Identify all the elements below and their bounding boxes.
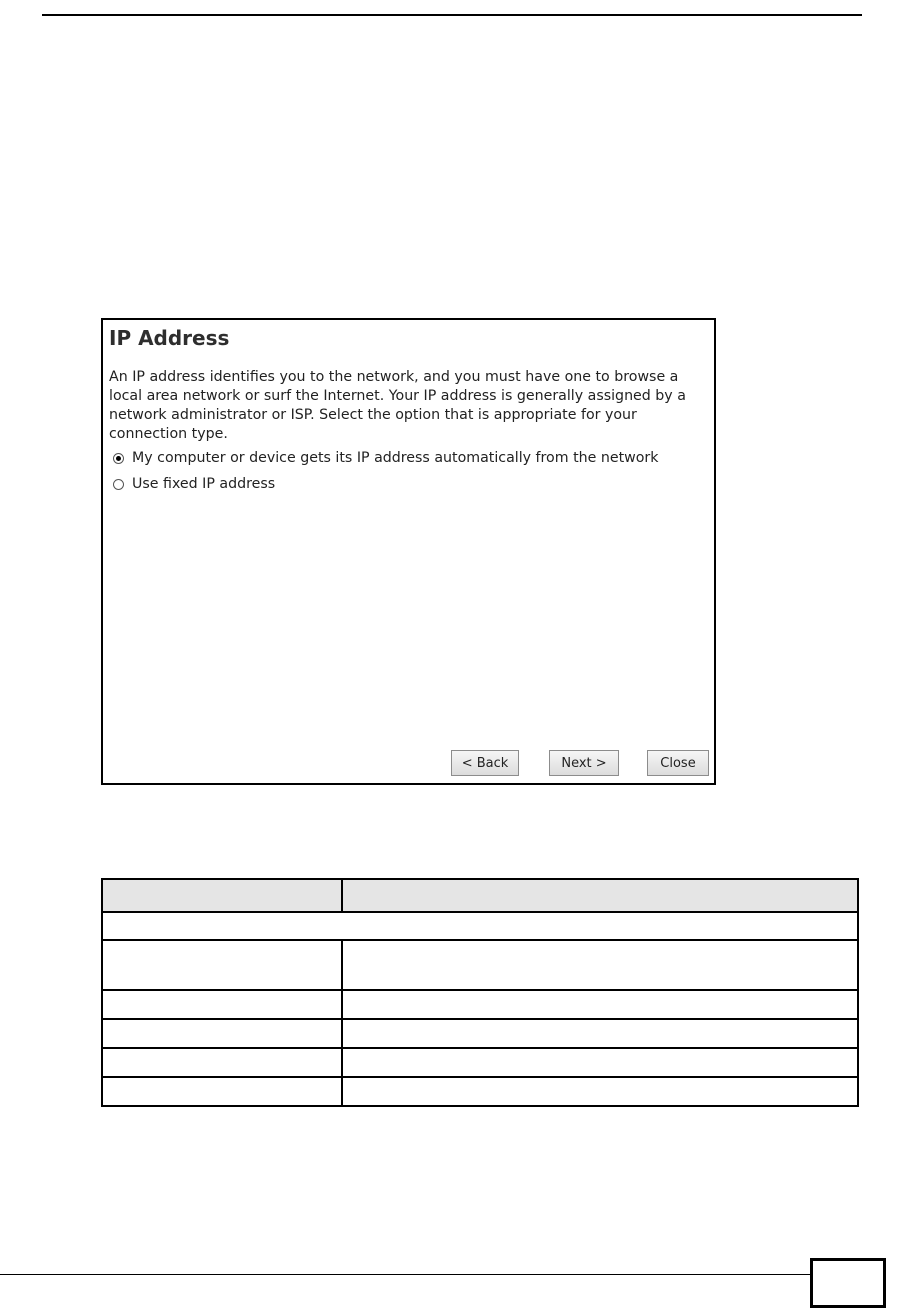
radio-unselected-icon[interactable] [113,479,124,490]
ip-address-dialog [101,318,716,785]
table-row [102,1077,858,1106]
footer-rule [0,1274,810,1275]
header-rule [42,14,862,16]
option-automatic-ip[interactable] [113,450,658,466]
table-row [102,1048,858,1077]
table-cell [102,940,342,990]
table-header-description [342,879,858,912]
back-button[interactable]: < Back [451,750,519,776]
table-cell [102,1019,342,1048]
table-header-row [102,879,858,912]
field-description-table [101,878,859,1107]
option-fixed-ip-label: Use fixed IP address [132,476,276,492]
option-automatic-ip-label: My computer or device gets its IP address automatically from the network [132,450,659,466]
next-button[interactable]: Next > [549,750,619,776]
table-row [102,1019,858,1048]
close-button[interactable]: Close [647,750,709,776]
table-row [102,912,858,940]
radio-selected-icon[interactable] [113,453,124,464]
table-cell [342,1019,858,1048]
option-fixed-ip[interactable] [113,476,275,492]
table-row [102,990,858,1019]
table-cell [102,912,858,940]
table-row [102,940,858,990]
table-cell [342,940,858,990]
table-cell [342,1077,858,1106]
table-cell [102,990,342,1019]
dialog-title: IP Address [109,326,230,350]
table-cell [102,1077,342,1106]
dialog-description: An IP address identifies you to the network, and you must have one to browse a local area network or surf the Internet. Your IP address is generally assigned by a network administrator or ISP. Select the option that is appropriate for your connection type. [109,369,686,442]
table-cell [102,1048,342,1077]
page-number-box [810,1258,886,1308]
table-cell [342,1048,858,1077]
table-cell [342,990,858,1019]
table-header-label [102,879,342,912]
